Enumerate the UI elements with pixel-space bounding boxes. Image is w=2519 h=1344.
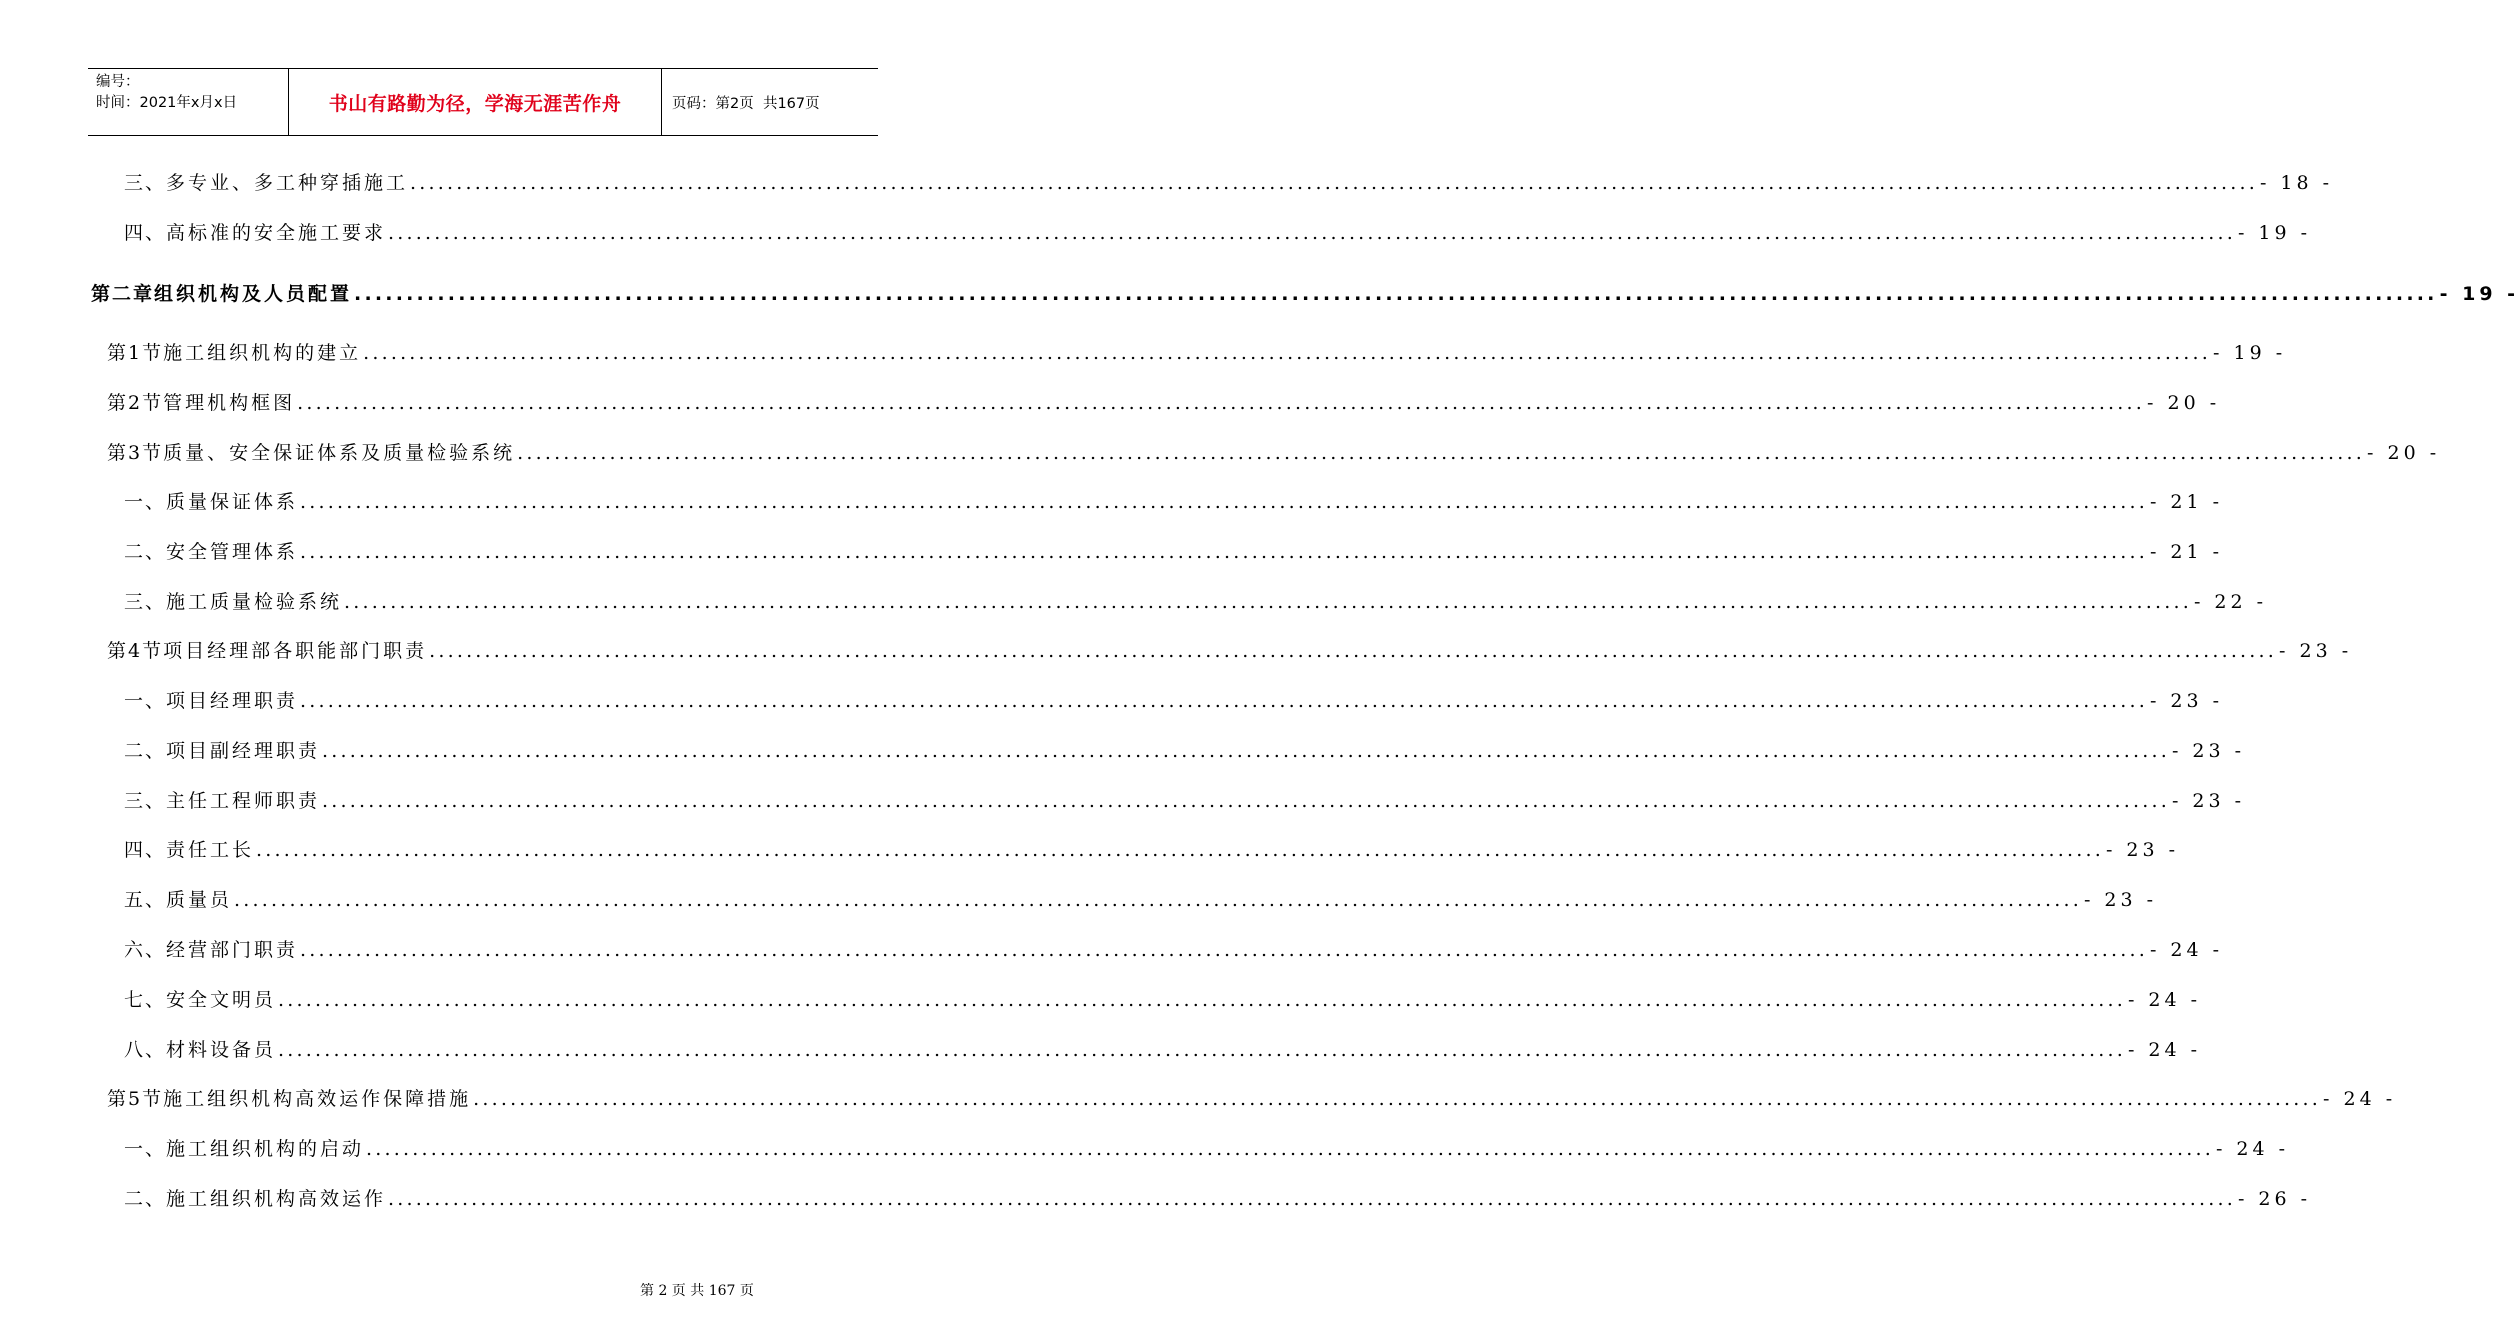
- toc-entry[interactable]: [124, 736, 2246, 766]
- toc-entry-page: - 21 -: [2149, 491, 2224, 513]
- toc-entry-number: 三、: [124, 591, 167, 613]
- toc-entry[interactable]: [124, 168, 2334, 198]
- toc-leader-dots: ........................................................................................................................................................................................................: [322, 790, 2170, 812]
- toc-leader-dots: ........................................................................................................................................................................................................: [300, 939, 2148, 961]
- toc-entry-title: 组织机构及人员配置: [154, 283, 353, 305]
- toc-entry-page: - 19 -: [2237, 222, 2312, 244]
- toc-entry-page: - 24 -: [2127, 1039, 2202, 1061]
- toc-entry-title: 施工质量检验系统: [166, 591, 343, 613]
- toc-entry-page: - 19 -: [2213, 342, 2287, 364]
- toc-entry-number: 七、: [124, 989, 167, 1011]
- toc-entry[interactable]: [124, 885, 2158, 915]
- toc-entry-title: 质量员: [166, 889, 233, 911]
- page-footer: 第 2 页 共 167 页: [640, 1283, 754, 1299]
- toc-entry-number: 三、: [124, 172, 167, 194]
- toc-leader-dots: ........................................................................................................................................................................................................: [278, 1039, 2126, 1061]
- toc-entry-title: 多专业、多工种穿插施工: [166, 172, 409, 194]
- toc-entry-title: 质量保证体系: [166, 491, 299, 513]
- toc-entry-page: - 23 -: [2083, 889, 2158, 911]
- toc-entry[interactable]: [91, 279, 2519, 309]
- toc-leader-dots: ........................................................................................................................................................................................................: [300, 491, 2148, 513]
- toc-entry[interactable]: [124, 1134, 2290, 1164]
- toc-entry-number: 五、: [124, 889, 167, 911]
- toc-entry-number: 一、: [124, 1138, 167, 1160]
- toc-entry-title: 高标准的安全施工要求: [166, 222, 387, 244]
- toc-entry-page: - 24 -: [2323, 1088, 2397, 1110]
- toc-entry-number: 二、: [124, 740, 167, 762]
- doc-time: 时间：2021年x月x日: [96, 95, 238, 111]
- toc-leader-dots: ........................................................................................................................................................................................................: [297, 392, 2146, 414]
- toc-leader-dots: ........................................................................................................................................................................................................: [256, 839, 2104, 861]
- toc-entry-page: - 24 -: [2127, 989, 2202, 1011]
- toc-entry-page: - 24 -: [2149, 939, 2224, 961]
- toc-entry-title: 项目副经理职责: [166, 740, 321, 762]
- toc-entry-page: - 19 -: [2439, 283, 2519, 305]
- toc-leader-dots: ........................................................................................................................................................................................................: [388, 222, 2236, 244]
- toc-entry[interactable]: [107, 388, 2221, 418]
- toc-leader-dots: ........................................................................................................................................................................................................: [278, 989, 2126, 1011]
- toc-entry[interactable]: [124, 1035, 2202, 1065]
- toc-entry-title: 管理机构框图: [163, 392, 296, 414]
- toc-entry-number: 第二章: [91, 283, 155, 305]
- toc-leader-dots: ........................................................................................................................................................................................................: [322, 740, 2170, 762]
- toc-leader-dots: ........................................................................................................................................................................................................: [517, 442, 2366, 464]
- header-meta: [88, 69, 289, 135]
- toc-entry[interactable]: [124, 487, 2224, 517]
- toc-entry-number: 二、: [124, 1188, 167, 1210]
- toc-leader-dots: ........................................................................................................................................................................................................: [354, 283, 2438, 305]
- toc-entry[interactable]: [107, 438, 2441, 468]
- toc-entry-number: 四、: [124, 222, 167, 244]
- toc-leader-dots: ........................................................................................................................................................................................................: [410, 172, 2258, 194]
- toc-leader-dots: ........................................................................................................................................................................................................: [363, 342, 2212, 364]
- toc-entry-number: 六、: [124, 939, 167, 961]
- toc-leader-dots: ........................................................................................................................................................................................................: [388, 1188, 2236, 1210]
- doc-number-label: 编号：: [96, 74, 140, 90]
- toc-entry-number: 四、: [124, 839, 167, 861]
- toc-entry-number: 三、: [124, 790, 167, 812]
- toc-entry-page: - 18 -: [2259, 172, 2334, 194]
- toc-entry-title: 质量、安全保证体系及质量检验系统: [163, 442, 516, 464]
- toc-entry-title: 安全管理体系: [166, 541, 299, 563]
- toc-entry-title: 主任工程师职责: [166, 790, 321, 812]
- toc-entry-page: - 21 -: [2149, 541, 2224, 563]
- toc-entry[interactable]: [124, 218, 2312, 248]
- toc-entry[interactable]: [124, 786, 2246, 816]
- toc-entry[interactable]: [124, 686, 2224, 716]
- toc-entry-number: 第5节: [107, 1088, 164, 1110]
- toc-entry-title: 责任工长: [166, 839, 255, 861]
- toc-entry-title: 项目经理部各职能部门职责: [163, 640, 428, 662]
- toc-entry-title: 施工组织机构高效运作保障措施: [163, 1088, 472, 1110]
- toc-entry-number: 第1节: [107, 342, 164, 364]
- toc-entry[interactable]: [124, 537, 2224, 567]
- toc-entry-number: 第3节: [107, 442, 164, 464]
- toc-leader-dots: ........................................................................................................................................................................................................: [429, 640, 2278, 662]
- toc-entry-page: - 20 -: [2147, 392, 2221, 414]
- toc-entry-page: - 22 -: [2193, 591, 2268, 613]
- toc-entry[interactable]: [124, 935, 2224, 965]
- toc-entry-number: 八、: [124, 1039, 167, 1061]
- toc-entry-page: - 23 -: [2171, 740, 2246, 762]
- toc-entry-page: - 23 -: [2149, 690, 2224, 712]
- toc-leader-dots: ........................................................................................................................................................................................................: [344, 591, 2192, 613]
- toc-entry-number: 第2节: [107, 392, 164, 414]
- toc-leader-dots: ........................................................................................................................................................................................................: [473, 1088, 2322, 1110]
- toc-entry[interactable]: [107, 636, 2353, 666]
- toc-leader-dots: ........................................................................................................................................................................................................: [234, 889, 2082, 911]
- toc-entry-title: 经营部门职责: [166, 939, 299, 961]
- toc-leader-dots: ........................................................................................................................................................................................................: [300, 541, 2148, 563]
- header-page-text: 页码：第2页 共167页: [672, 95, 820, 112]
- toc-entry-title: 项目经理职责: [166, 690, 299, 712]
- toc-entry-page: - 26 -: [2237, 1188, 2312, 1210]
- toc-entry-title: 安全文明员: [166, 989, 277, 1011]
- toc-entry-page: - 20 -: [2367, 442, 2441, 464]
- toc-entry-page: - 23 -: [2279, 640, 2353, 662]
- toc-entry-title: 施工组织机构的启动: [166, 1138, 365, 1160]
- page-header: [88, 68, 878, 136]
- toc-entry-number: 二、: [124, 541, 167, 563]
- toc-entry-page: - 23 -: [2105, 839, 2180, 861]
- toc-entry-title: 施工组织机构高效运作: [166, 1188, 387, 1210]
- toc-entry-title: 施工组织机构的建立: [163, 342, 362, 364]
- toc-entry[interactable]: [124, 587, 2268, 617]
- toc-leader-dots: ........................................................................................................................................................................................................: [300, 690, 2148, 712]
- toc-entry[interactable]: [124, 835, 2180, 865]
- toc-entry[interactable]: [124, 985, 2202, 1015]
- toc-entry-page: - 23 -: [2171, 790, 2246, 812]
- toc-entry[interactable]: [107, 338, 2287, 368]
- toc-entry[interactable]: [124, 1184, 2312, 1214]
- toc-leader-dots: ........................................................................................................................................................................................................: [366, 1138, 2214, 1160]
- toc-entry[interactable]: [107, 1084, 2397, 1114]
- toc-entry-number: 一、: [124, 491, 167, 513]
- toc-entry-number: 一、: [124, 690, 167, 712]
- toc-entry-number: 第4节: [107, 640, 164, 662]
- toc-entry-page: - 24 -: [2215, 1138, 2290, 1160]
- toc-entry-title: 材料设备员: [166, 1039, 277, 1061]
- header-page-info: [662, 69, 878, 135]
- header-motto: 书山有路勤为径，学海无涯苦作舟: [289, 69, 662, 135]
